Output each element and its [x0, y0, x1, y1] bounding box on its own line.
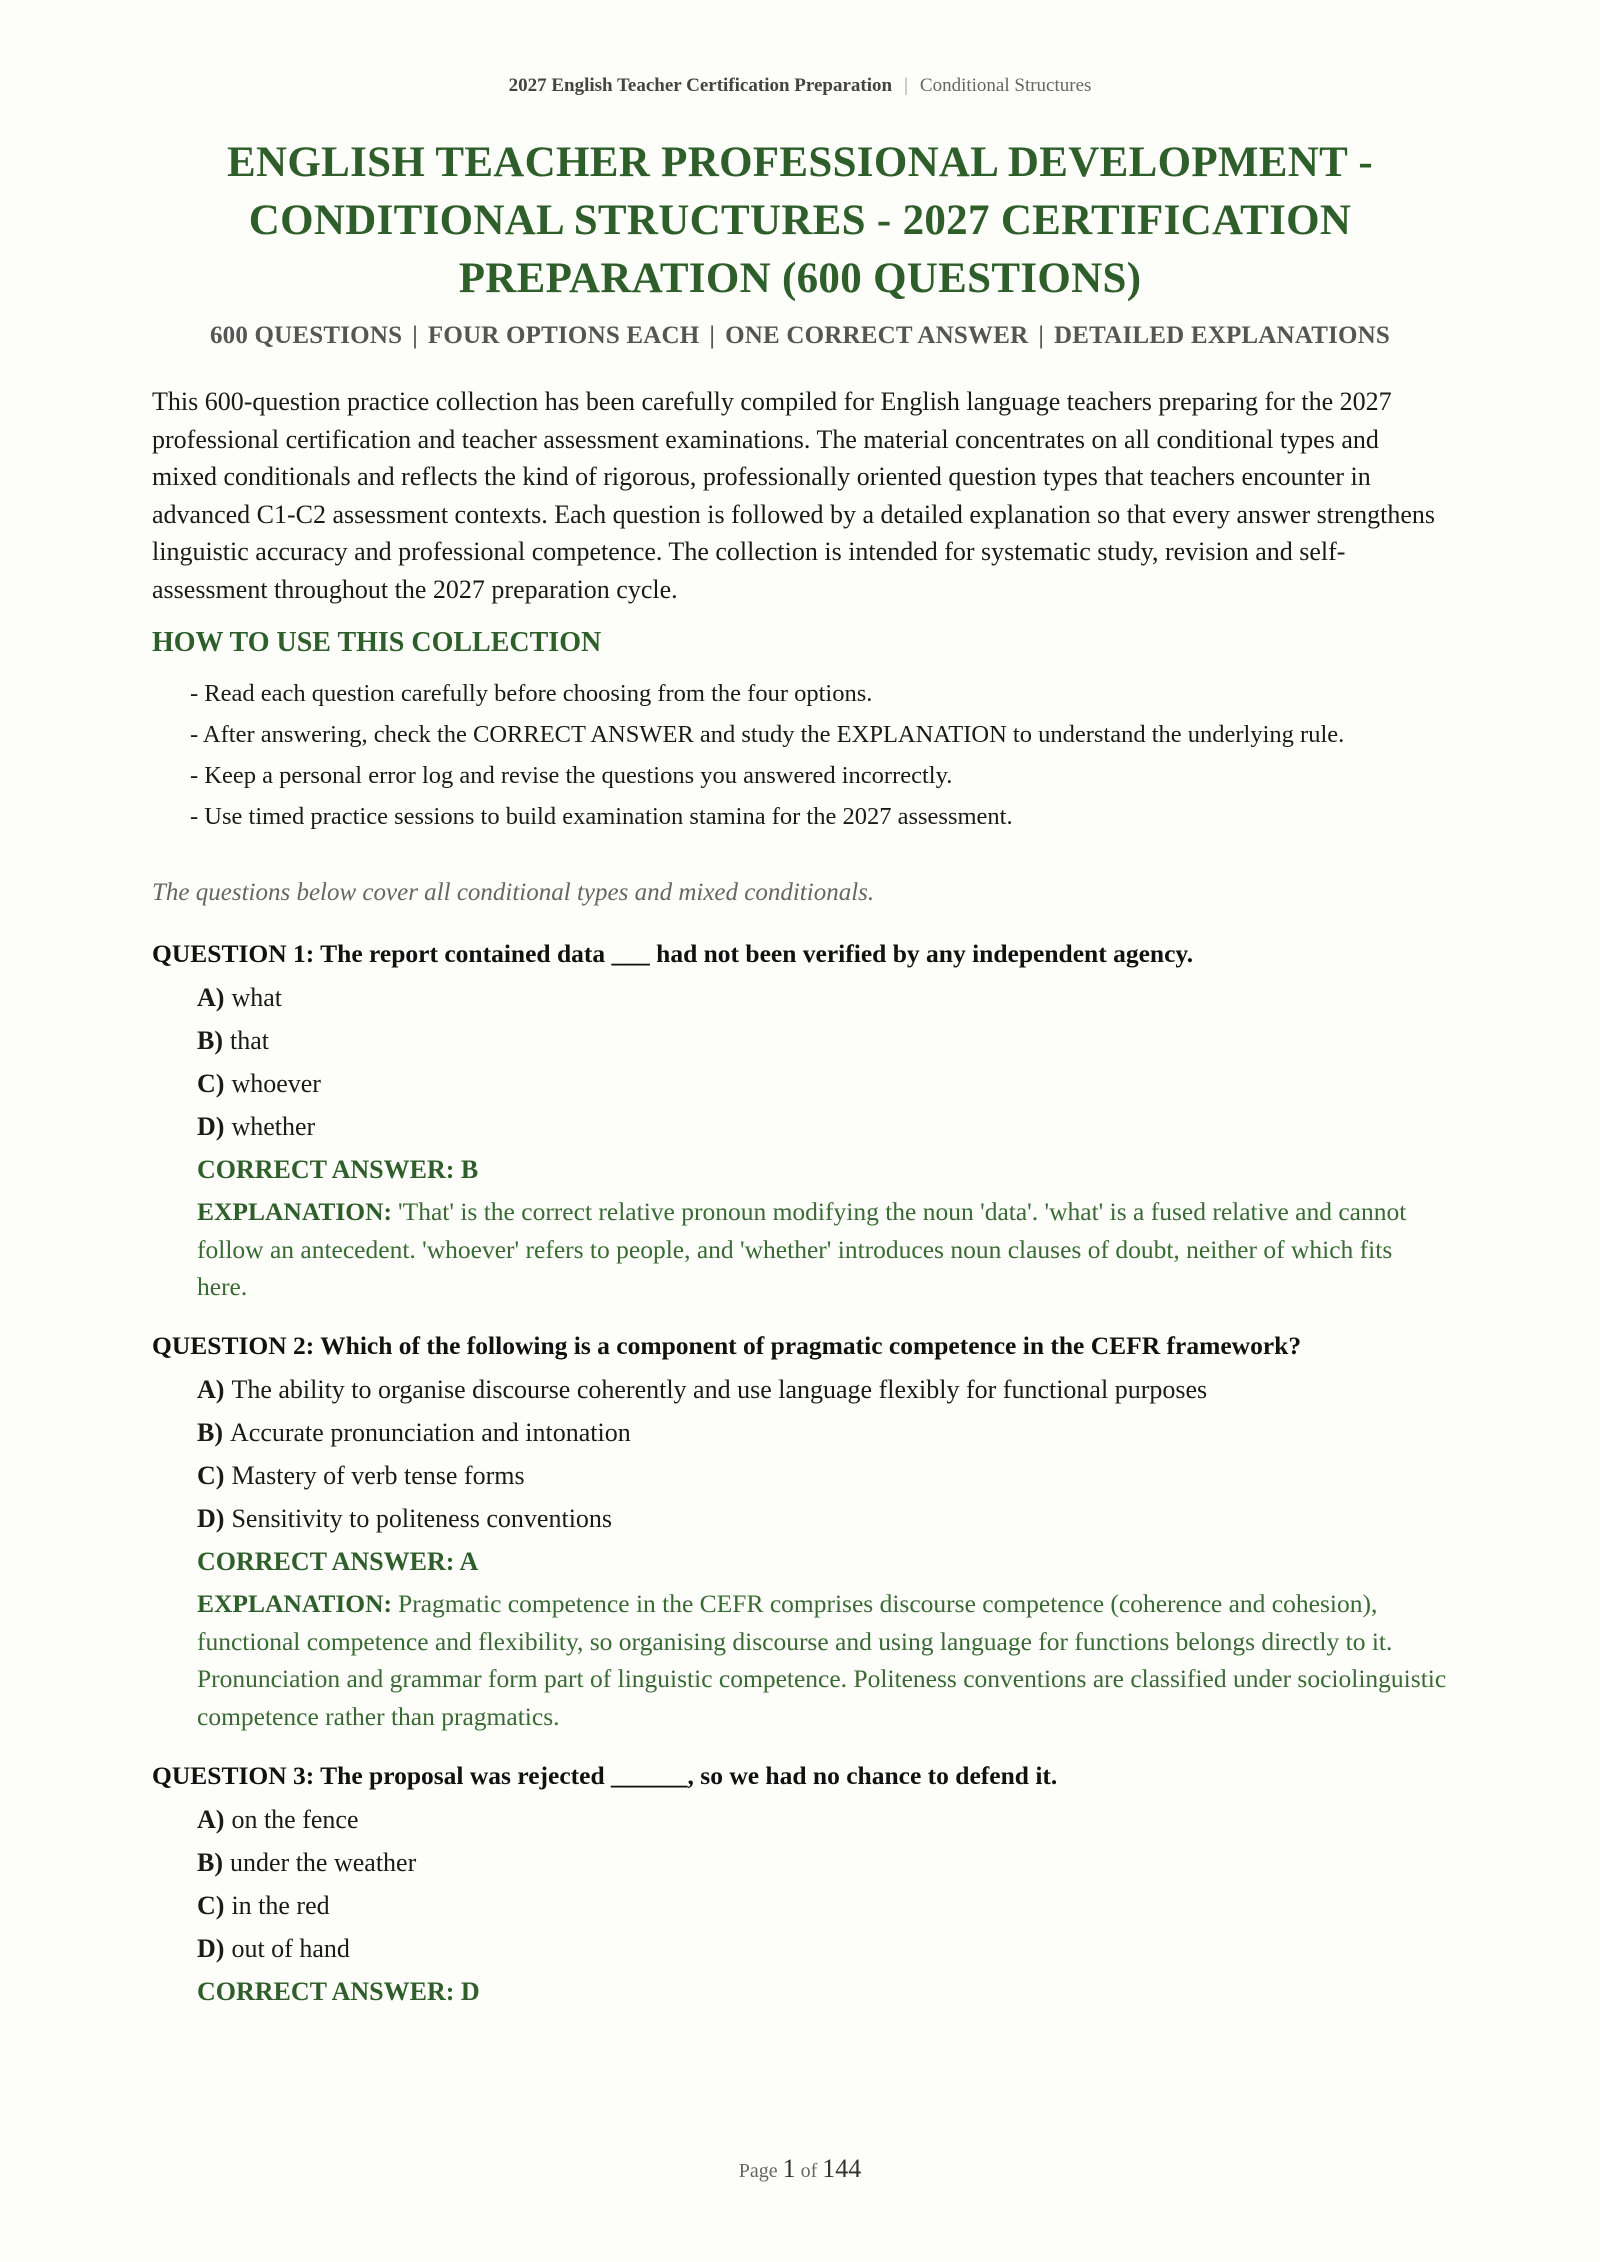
header-section: Conditional Structures [919, 75, 1092, 96]
howto-item: - Use timed practice sessions to build examination stamina for the 2027 assessment. [190, 803, 1013, 830]
option-a [197, 1368, 1448, 1411]
subtitle-item: 600 QUESTIONS [209, 322, 403, 349]
correct-answer: CORRECT ANSWER: D [197, 1977, 480, 2006]
option-text: Sensitivity to politeness conventions [231, 1504, 613, 1533]
title-line-2: CONDITIONAL STRUCTURES - 2027 CERTIFICATION [248, 197, 1352, 244]
document-subtitle [152, 322, 1448, 350]
page-of: of [800, 2160, 818, 2182]
option-text: under the weather [230, 1848, 417, 1877]
question-2 [152, 1328, 1448, 1735]
option-text: on the fence [231, 1805, 359, 1834]
option-text: whether [231, 1112, 316, 1141]
page-total: 144 [822, 2154, 862, 2183]
option-d [197, 1497, 1448, 1540]
howto-list [190, 676, 1450, 840]
option-letter: C) [197, 1069, 225, 1098]
subtitle-separator: | [709, 322, 716, 349]
explanation [197, 1193, 1448, 1306]
option-text: Accurate pronunciation and intonation [230, 1418, 631, 1447]
option-text: what [231, 983, 282, 1012]
subtitle-separator: | [1038, 322, 1045, 349]
option-b [197, 1411, 1448, 1454]
subtitle-item: ONE CORRECT ANSWER [725, 322, 1029, 349]
option-a [197, 1798, 1448, 1841]
title-line-1: ENGLISH TEACHER PROFESSIONAL DEVELOPMENT - [227, 139, 1373, 186]
option-c [197, 1062, 1448, 1105]
howto-item: - Read each question carefully before choosing from the four options. [190, 680, 873, 707]
correct-answer: CORRECT ANSWER: A [197, 1547, 479, 1576]
options-list [197, 1368, 1448, 1540]
option-letter: D) [197, 1934, 225, 1963]
option-c [197, 1884, 1448, 1927]
running-header [152, 75, 1448, 97]
page-current: 1 [782, 2154, 796, 2183]
option-text: Mastery of verb tense forms [231, 1461, 525, 1490]
howto-item: - After answering, check the CORRECT ANSWER and study the EXPLANATION to understand the underlying rule. [190, 721, 1345, 748]
title-line-3: PREPARATION (600 QUESTIONS) [458, 255, 1142, 302]
option-d [197, 1105, 1448, 1148]
page-label: Page [738, 2160, 778, 2182]
options-list [197, 976, 1448, 1148]
option-letter: C) [197, 1891, 225, 1920]
header-title: 2027 English Teacher Certification Preparation [508, 75, 893, 96]
howto-heading: HOW TO USE THIS COLLECTION [152, 627, 602, 658]
option-letter: A) [197, 1805, 225, 1834]
option-text: The ability to organise discourse coherently and use language flexibly for functional purposes [231, 1375, 1208, 1404]
subtitle-item: DETAILED EXPLANATIONS [1054, 322, 1391, 349]
option-letter: D) [197, 1112, 225, 1141]
subtitle-item: FOUR OPTIONS EACH [427, 322, 700, 349]
option-d [197, 1927, 1448, 1970]
explanation-text: 'That' is the correct relative pronoun modifying the noun 'data'. 'what' is a fused relative and cannot follow an antecedent. 'whoever' refers to people, and 'whether' introduces noun clauses of doubt, neither of which fits here. [197, 1197, 1407, 1301]
option-b [197, 1841, 1448, 1884]
option-letter: B) [197, 1418, 223, 1447]
coverage-note: The questions below cover all conditional types and mixed conditionals. [152, 879, 875, 906]
correct-answer: CORRECT ANSWER: B [197, 1155, 479, 1184]
option-b [197, 1019, 1448, 1062]
header-separator: | [904, 75, 908, 96]
question-3 [152, 1758, 1448, 2013]
page-footer [152, 2154, 1448, 2184]
intro-paragraph: This 600-question practice collection has been carefully compiled for English language teachers preparing for the 2027 professional certification and teacher assessment examinations. The material concentrates on all conditional types and mixed conditionals and reflects the kind of rigorous, professionally oriented question types that teachers encounter in advanced C1-C2 assessment contexts. Each question is followed by a detailed explanation so that every answer strengthens linguistic accuracy and professional competence. The collection is intended for systematic study, revision and self-assessment throughout the 2027 preparation cycle. [152, 387, 1436, 604]
question-text: QUESTION 1: The report contained data ___ had not been verified by any independent agency. [152, 939, 1194, 968]
explanation-label: EXPLANATION: [197, 1589, 393, 1618]
option-a [197, 976, 1448, 1019]
option-letter: B) [197, 1848, 223, 1877]
question-text: QUESTION 3: The proposal was rejected ______, so we had no chance to defend it. [152, 1761, 1058, 1790]
subtitle-separator: | [412, 322, 418, 349]
explanation-text: Pragmatic competence in the CEFR comprises discourse competence (coherence and cohesion), functional competence and flexibility, so organising discourse and using language for functions belongs directly to it. Pronunciation and grammar form part of linguistic competence. Politeness conventions are classified under sociolinguistic competence rather than pragmatics. [197, 1589, 1447, 1731]
question-1 [152, 936, 1448, 1306]
option-letter: D) [197, 1504, 225, 1533]
explanation [197, 1585, 1448, 1735]
explanation-label: EXPLANATION: [197, 1197, 393, 1226]
option-letter: B) [197, 1026, 223, 1055]
document-title [152, 134, 1448, 308]
howto-item: - Keep a personal error log and revise the questions you answered incorrectly. [190, 762, 953, 789]
option-letter: A) [197, 983, 225, 1012]
option-letter: A) [197, 1375, 225, 1404]
option-letter: C) [197, 1461, 225, 1490]
option-text: in the red [231, 1891, 330, 1920]
question-text: QUESTION 2: Which of the following is a component of pragmatic competence in the CEFR framework? [152, 1331, 1302, 1360]
option-c [197, 1454, 1448, 1497]
option-text: that [230, 1026, 269, 1055]
option-text: whoever [231, 1069, 321, 1098]
options-list [197, 1798, 1448, 1970]
option-text: out of hand [231, 1934, 350, 1963]
